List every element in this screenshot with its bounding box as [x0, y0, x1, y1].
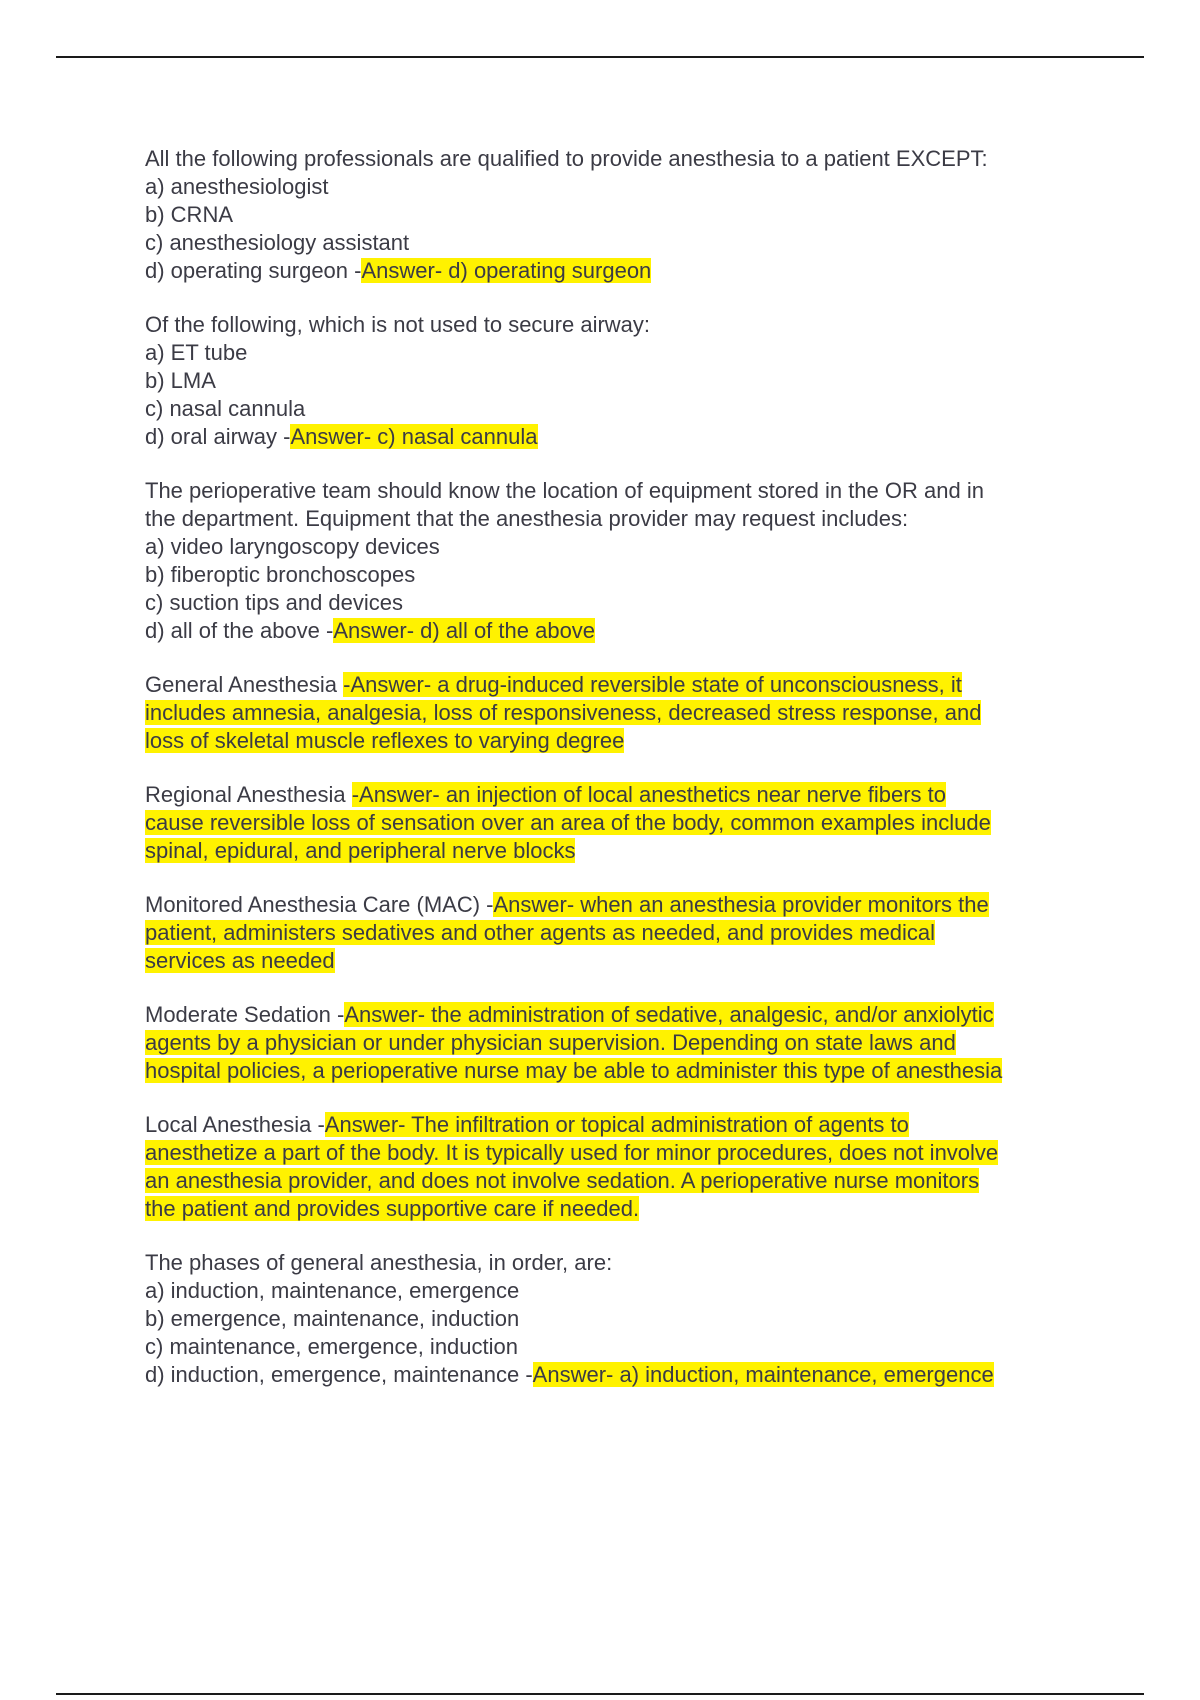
option-d: d) operating surgeon -: [145, 258, 362, 283]
answer-highlight: agents by a physician or under physician supervision. Depending on state laws and: [145, 1030, 956, 1055]
answer-highlight: Answer- d) all of the above: [333, 618, 596, 643]
option-b: b) emergence, maintenance, induction: [145, 1306, 520, 1331]
option-d-line: [145, 1361, 1095, 1389]
option-b: b) LMA: [145, 368, 216, 393]
term-label: Monitored Anesthesia Care (MAC) -: [145, 892, 494, 917]
option-c: c) anesthesiology assistant: [145, 230, 410, 255]
term-block-regional-anesthesia: [145, 781, 1095, 865]
answer-highlight: the patient and provides supportive care if needed.: [145, 1196, 640, 1221]
question-block-3: [145, 477, 1095, 645]
option-a: a) ET tube: [145, 340, 248, 365]
term-line-1: [145, 891, 1095, 919]
answer-highlight: Answer- the administration of sedative, analgesic, and/or anxiolytic: [344, 1002, 994, 1027]
answer-highlight: services as needed: [145, 948, 335, 973]
question-stem: Of the following, which is not used to secure airway:: [145, 312, 651, 337]
term-line-2: [145, 1029, 1095, 1057]
term-block-general-anesthesia: [145, 671, 1095, 755]
option-d-line: [145, 617, 1095, 645]
option-a: a) anesthesiologist: [145, 174, 329, 199]
question-stem-line-1: The perioperative team should know the location of equipment stored in the OR and in: [145, 478, 984, 503]
footer-rule: [56, 1693, 1144, 1695]
option-b: b) CRNA: [145, 202, 234, 227]
question-block-4: [145, 1249, 1095, 1389]
option-c: c) nasal cannula: [145, 396, 306, 421]
term-label: Moderate Sedation -: [145, 1002, 345, 1027]
term-line-3: [145, 947, 1095, 975]
answer-highlight: -Answer- a drug-induced reversible state of unconsciousness, it: [343, 672, 962, 697]
option-c: c) maintenance, emergence, induction: [145, 1334, 518, 1359]
option-b: b) fiberoptic bronchoscopes: [145, 562, 416, 587]
question-stem: All the following professionals are qualified to provide anesthesia to a patient EXCEPT:: [145, 146, 988, 171]
answer-highlight: an anesthesia provider, and does not involve sedation. A perioperative nurse monitors: [145, 1168, 980, 1193]
term-line-3: [145, 837, 1095, 865]
question-block-1: [145, 145, 1095, 285]
answer-highlight: loss of skeletal muscle reflexes to varying degree: [145, 728, 625, 753]
answer-highlight: spinal, epidural, and peripheral nerve blocks: [145, 838, 576, 863]
answer-highlight: anesthetize a part of the body. It is typically used for minor procedures, does not involve: [145, 1140, 999, 1165]
option-a: a) induction, maintenance, emergence: [145, 1278, 520, 1303]
answer-highlight: Answer- c) nasal cannula: [290, 424, 538, 449]
option-d: d) induction, emergence, maintenance -: [145, 1362, 533, 1387]
answer-highlight: -Answer- an injection of local anesthetics near nerve fibers to: [351, 782, 947, 807]
answer-highlight: Answer- The infiltration or topical administration of agents to: [324, 1112, 909, 1137]
term-line-1: [145, 1111, 1095, 1139]
term-label: Local Anesthesia -: [145, 1112, 325, 1137]
term-line-1: [145, 781, 1095, 809]
option-d-line: [145, 257, 1095, 285]
option-a: a) video laryngoscopy devices: [145, 534, 440, 559]
question-block-2: [145, 311, 1095, 451]
term-line-3: [145, 1057, 1095, 1085]
answer-highlight: Answer- d) operating surgeon: [361, 258, 652, 283]
answer-highlight: patient, administers sedatives and other agents as needed, and provides medical: [145, 920, 936, 945]
term-label: General Anesthesia: [145, 672, 344, 697]
answer-highlight: hospital policies, a perioperative nurse may be able to administer this type of anesthesia: [145, 1058, 1003, 1083]
option-d-line: [145, 423, 1095, 451]
term-line-2: [145, 809, 1095, 837]
term-line-1: [145, 671, 1095, 699]
term-label: Regional Anesthesia: [145, 782, 352, 807]
answer-highlight: cause reversible loss of sensation over an area of the body, common examples include: [145, 810, 991, 835]
option-d: d) oral airway -: [145, 424, 291, 449]
question-stem-line-2: the department. Equipment that the anesthesia provider may request includes:: [145, 506, 909, 531]
term-block-moderate-sedation: [145, 1001, 1095, 1085]
term-block-local-anesthesia: [145, 1111, 1095, 1223]
term-line-3: [145, 1167, 1095, 1195]
answer-highlight: includes amnesia, analgesia, loss of responsiveness, decreased stress response, and: [145, 700, 982, 725]
term-line-4: [145, 1195, 1095, 1223]
term-block-mac: [145, 891, 1095, 975]
answer-highlight: Answer- a) induction, maintenance, emergence: [532, 1362, 994, 1387]
term-line-2: [145, 919, 1095, 947]
term-line-2: [145, 1139, 1095, 1167]
answer-highlight: Answer- when an anesthesia provider monitors the: [493, 892, 989, 917]
term-line-1: [145, 1001, 1095, 1029]
header-rule: [56, 56, 1144, 58]
option-c: c) suction tips and devices: [145, 590, 404, 615]
option-d: d) all of the above -: [145, 618, 334, 643]
document-body: [145, 145, 1095, 1415]
term-line-2: [145, 699, 1095, 727]
term-line-3: [145, 727, 1095, 755]
question-stem: The phases of general anesthesia, in order, are:: [145, 1250, 613, 1275]
